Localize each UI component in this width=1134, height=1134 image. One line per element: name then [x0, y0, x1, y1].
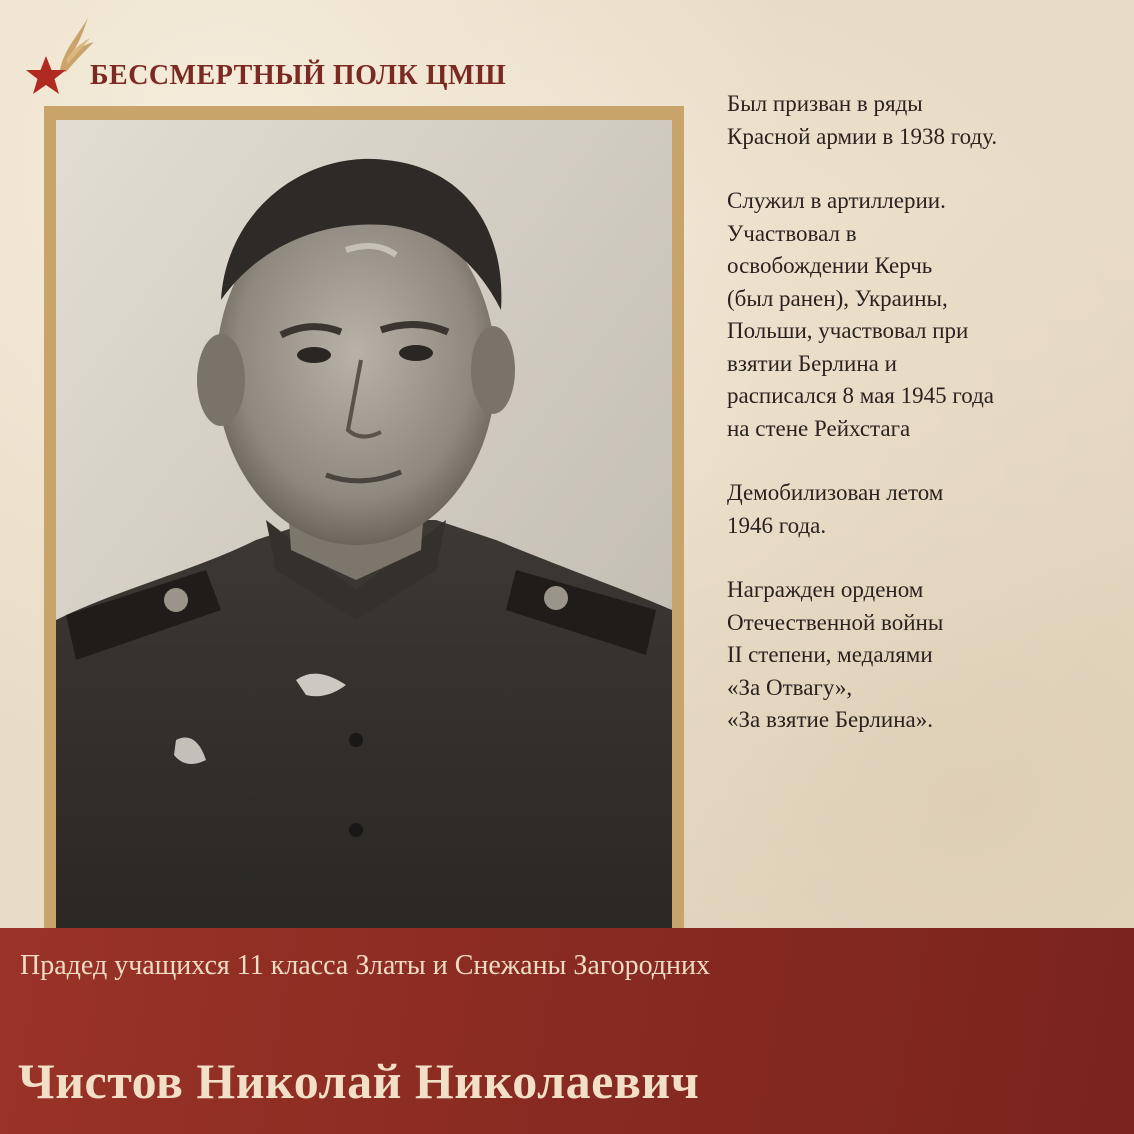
hero-full-name: Чистов Николай Николаевич: [18, 1053, 700, 1109]
bio-paragraph: Награжден орденом Отечественной войны II степени, медалями «За Отвагу», «За взятие Берлина».: [727, 577, 944, 732]
bio-paragraph: Служил в артиллерии. Участвовал в освобождении Керчь (был ранен), Украины, Польши, участвовал при взятии Берлина и расписался 8 мая 1945 года на стене Рейхстага: [727, 188, 994, 441]
soldier-portrait-photo: [56, 120, 672, 936]
brand-title: БЕССМЕРТНЫЙ ПОЛК ЦМШ: [90, 60, 507, 91]
bio-paragraph: Демобилизован летом 1946 года.: [727, 480, 944, 538]
bio-paragraph: Был призван в ряды Красной армии в 1938 году.: [727, 91, 998, 149]
star-flame-logo-icon: [20, 8, 100, 98]
relation-caption: Прадед учащихся 11 класса Златы и Снежаны Загородних: [20, 950, 711, 981]
biography-text: [727, 88, 1117, 769]
